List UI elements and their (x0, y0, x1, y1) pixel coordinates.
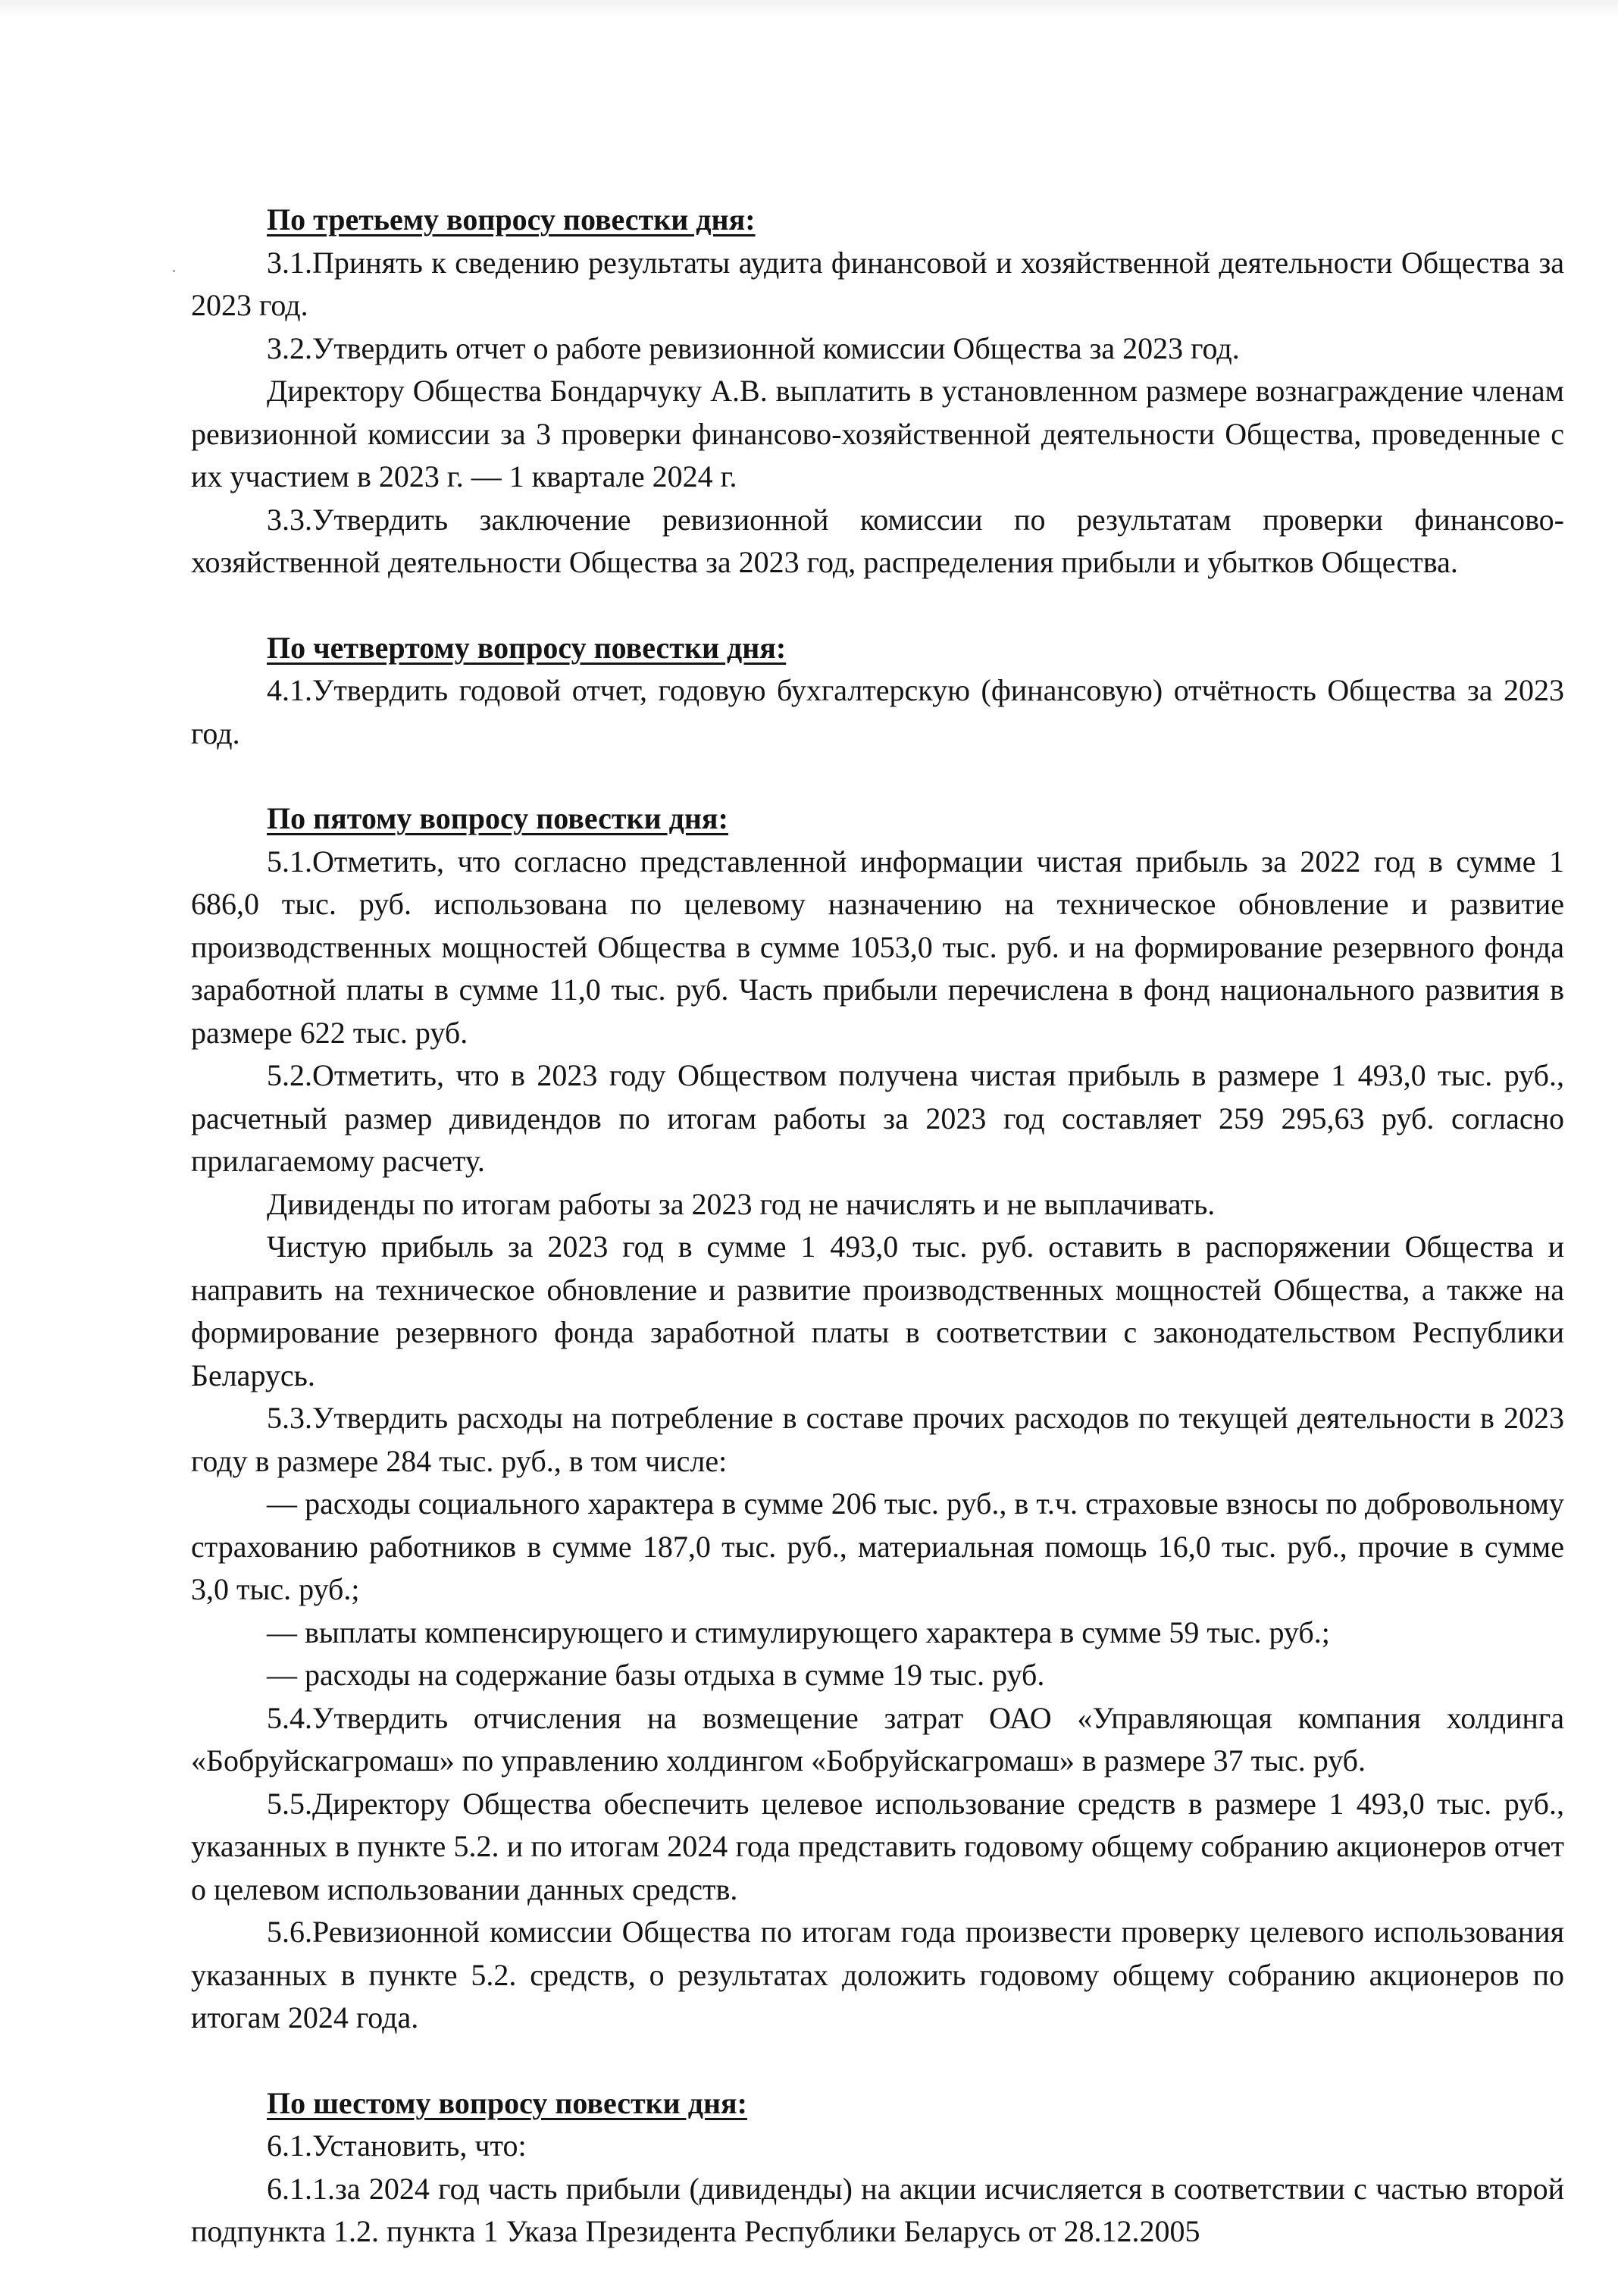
paragraph: 3.2.Утвердить отчет о работе ревизионной комиссии Общества за 2023 год. (267, 330, 1240, 365)
section-heading: По шестому вопросу повестки дня: (267, 2085, 747, 2120)
paragraph: 6.1.1.за 2024 год часть прибыли (дивиденды) на акции исчисляется в соответствии с частью второй подпункта 1.2. пункта 1 Указа Президента Республики Беларусь от 28.12.2005 (191, 2171, 1564, 2248)
section-question-3 (191, 199, 1564, 584)
section-heading: По четвертому вопросу повестки дня: (267, 630, 787, 665)
paragraph: 5.3.Утвердить расходы на потребление в составе прочих расходов по текущей деятельности в 2023 году в размере 284 тыс. руб., в том числе: (191, 1401, 1564, 1478)
section-question-6 (191, 2082, 1564, 2254)
paragraph: 5.6.Ревизионной комиссии Общества по итогам года произвести проверку целевого использования указанных в пункте 5.2. средств, о результатах доложить годовому общему собранию акционеров по итогам 2024 года. (191, 1915, 1564, 2034)
section-question-4 (191, 627, 1564, 756)
paragraph: 5.4.Утвердить отчисления на возмещение затрат ОАО «Управляющая компания холдинга «Бобруйскагромаш» по управлению холдингом «Бобруйскагромаш» в размере 37 тыс. руб. (191, 1700, 1564, 1778)
paragraph: 4.1.Утвердить годовой отчет, годовую бухгалтерскую (финансовую) отчётность Общества за 2023 год. (191, 673, 1564, 750)
paragraph: 5.1.Отметить, что согласно представленной информации чистая прибыль за 2022 год в сумме 1 686,0 тыс. руб. использована по целевому назначению на техническое обновление и развитие производственных мощностей Общества в сумме 1053,0 тыс. руб. и на формирование резервного фонда заработной платы в сумме 11,0 тыс. руб. Часть прибыли перечислена в фонд национального развития в размере 622 тыс. руб. (191, 844, 1564, 1050)
paragraph: Чистую прибыль за 2023 год в сумме 1 493,0 тыс. руб. оставить в распоряжении Общества и направить на техническое обновление и развитие производственных мощностей Общества, а также на формирование резервного фонда заработной платы в соответствии с законодательством Республики Беларусь. (191, 1229, 1564, 1392)
scan-top-edge (0, 0, 1618, 18)
paragraph: 6.1.Установить, что: (267, 2128, 527, 2163)
section-heading: По пятому вопросу повестки дня: (267, 801, 728, 835)
paragraph: 5.5.Директору Общества обеспечить целевое использование средств в размере 1 493,0 тыс. руб., указанных в пункте 5.2. и по итогам 2024 года представить годовому общему собранию акционеров отчет о целевом использовании данных средств. (191, 1786, 1564, 1906)
paragraph: 3.1.Принять к сведению результаты аудита финансовой и хозяйственной деятельности Общества за 2023 год. (191, 245, 1564, 322)
scan-dust-mark (173, 270, 175, 272)
paragraph: 5.2.Отметить, что в 2023 году Обществом получена чистая прибыль в размере 1 493,0 тыс. руб., расчетный размер дивидендов по итогам работы за 2023 год составляет 259 295,63 руб. согласно прилагаемому расчету. (191, 1058, 1564, 1178)
list-item: — расходы социального характера в сумме 206 тыс. руб., в т.ч. страховые взносы по добровольному страхованию работников в сумме 187,0 тыс. руб., материальная помощь 16,0 тыс. руб., прочие в сумме 3,0 тыс. руб.; (191, 1486, 1564, 1606)
section-question-5 (191, 797, 1564, 2040)
paragraph: Дивиденды по итогам работы за 2023 год не начислять и не выплачивать. (267, 1186, 1216, 1221)
paragraph: Директору Общества Бондарчуку А.В. выплатить в установленном размере вознаграждение членам ревизионной комиссии за 3 проверки финансово-хозяйственной деятельности Общества, проведенные с их участием в 2023 г. — 1 квартале 2024 г. (191, 374, 1564, 493)
list-item: — выплаты компенсирующего и стимулирующего характера в сумме 59 тыс. руб.; (267, 1615, 1330, 1649)
paragraph: 3.3.Утвердить заключение ревизионной комиссии по результатам проверки финансово-хозяйственной деятельности Общества за 2023 год, распределения прибыли и убытков Общества. (191, 502, 1564, 579)
list-item: — расходы на содержание базы отдыха в сумме 19 тыс. руб. (267, 1658, 1045, 1692)
section-heading: По третьему вопросу повестки дня: (267, 202, 756, 236)
document-page (191, 199, 1564, 2296)
